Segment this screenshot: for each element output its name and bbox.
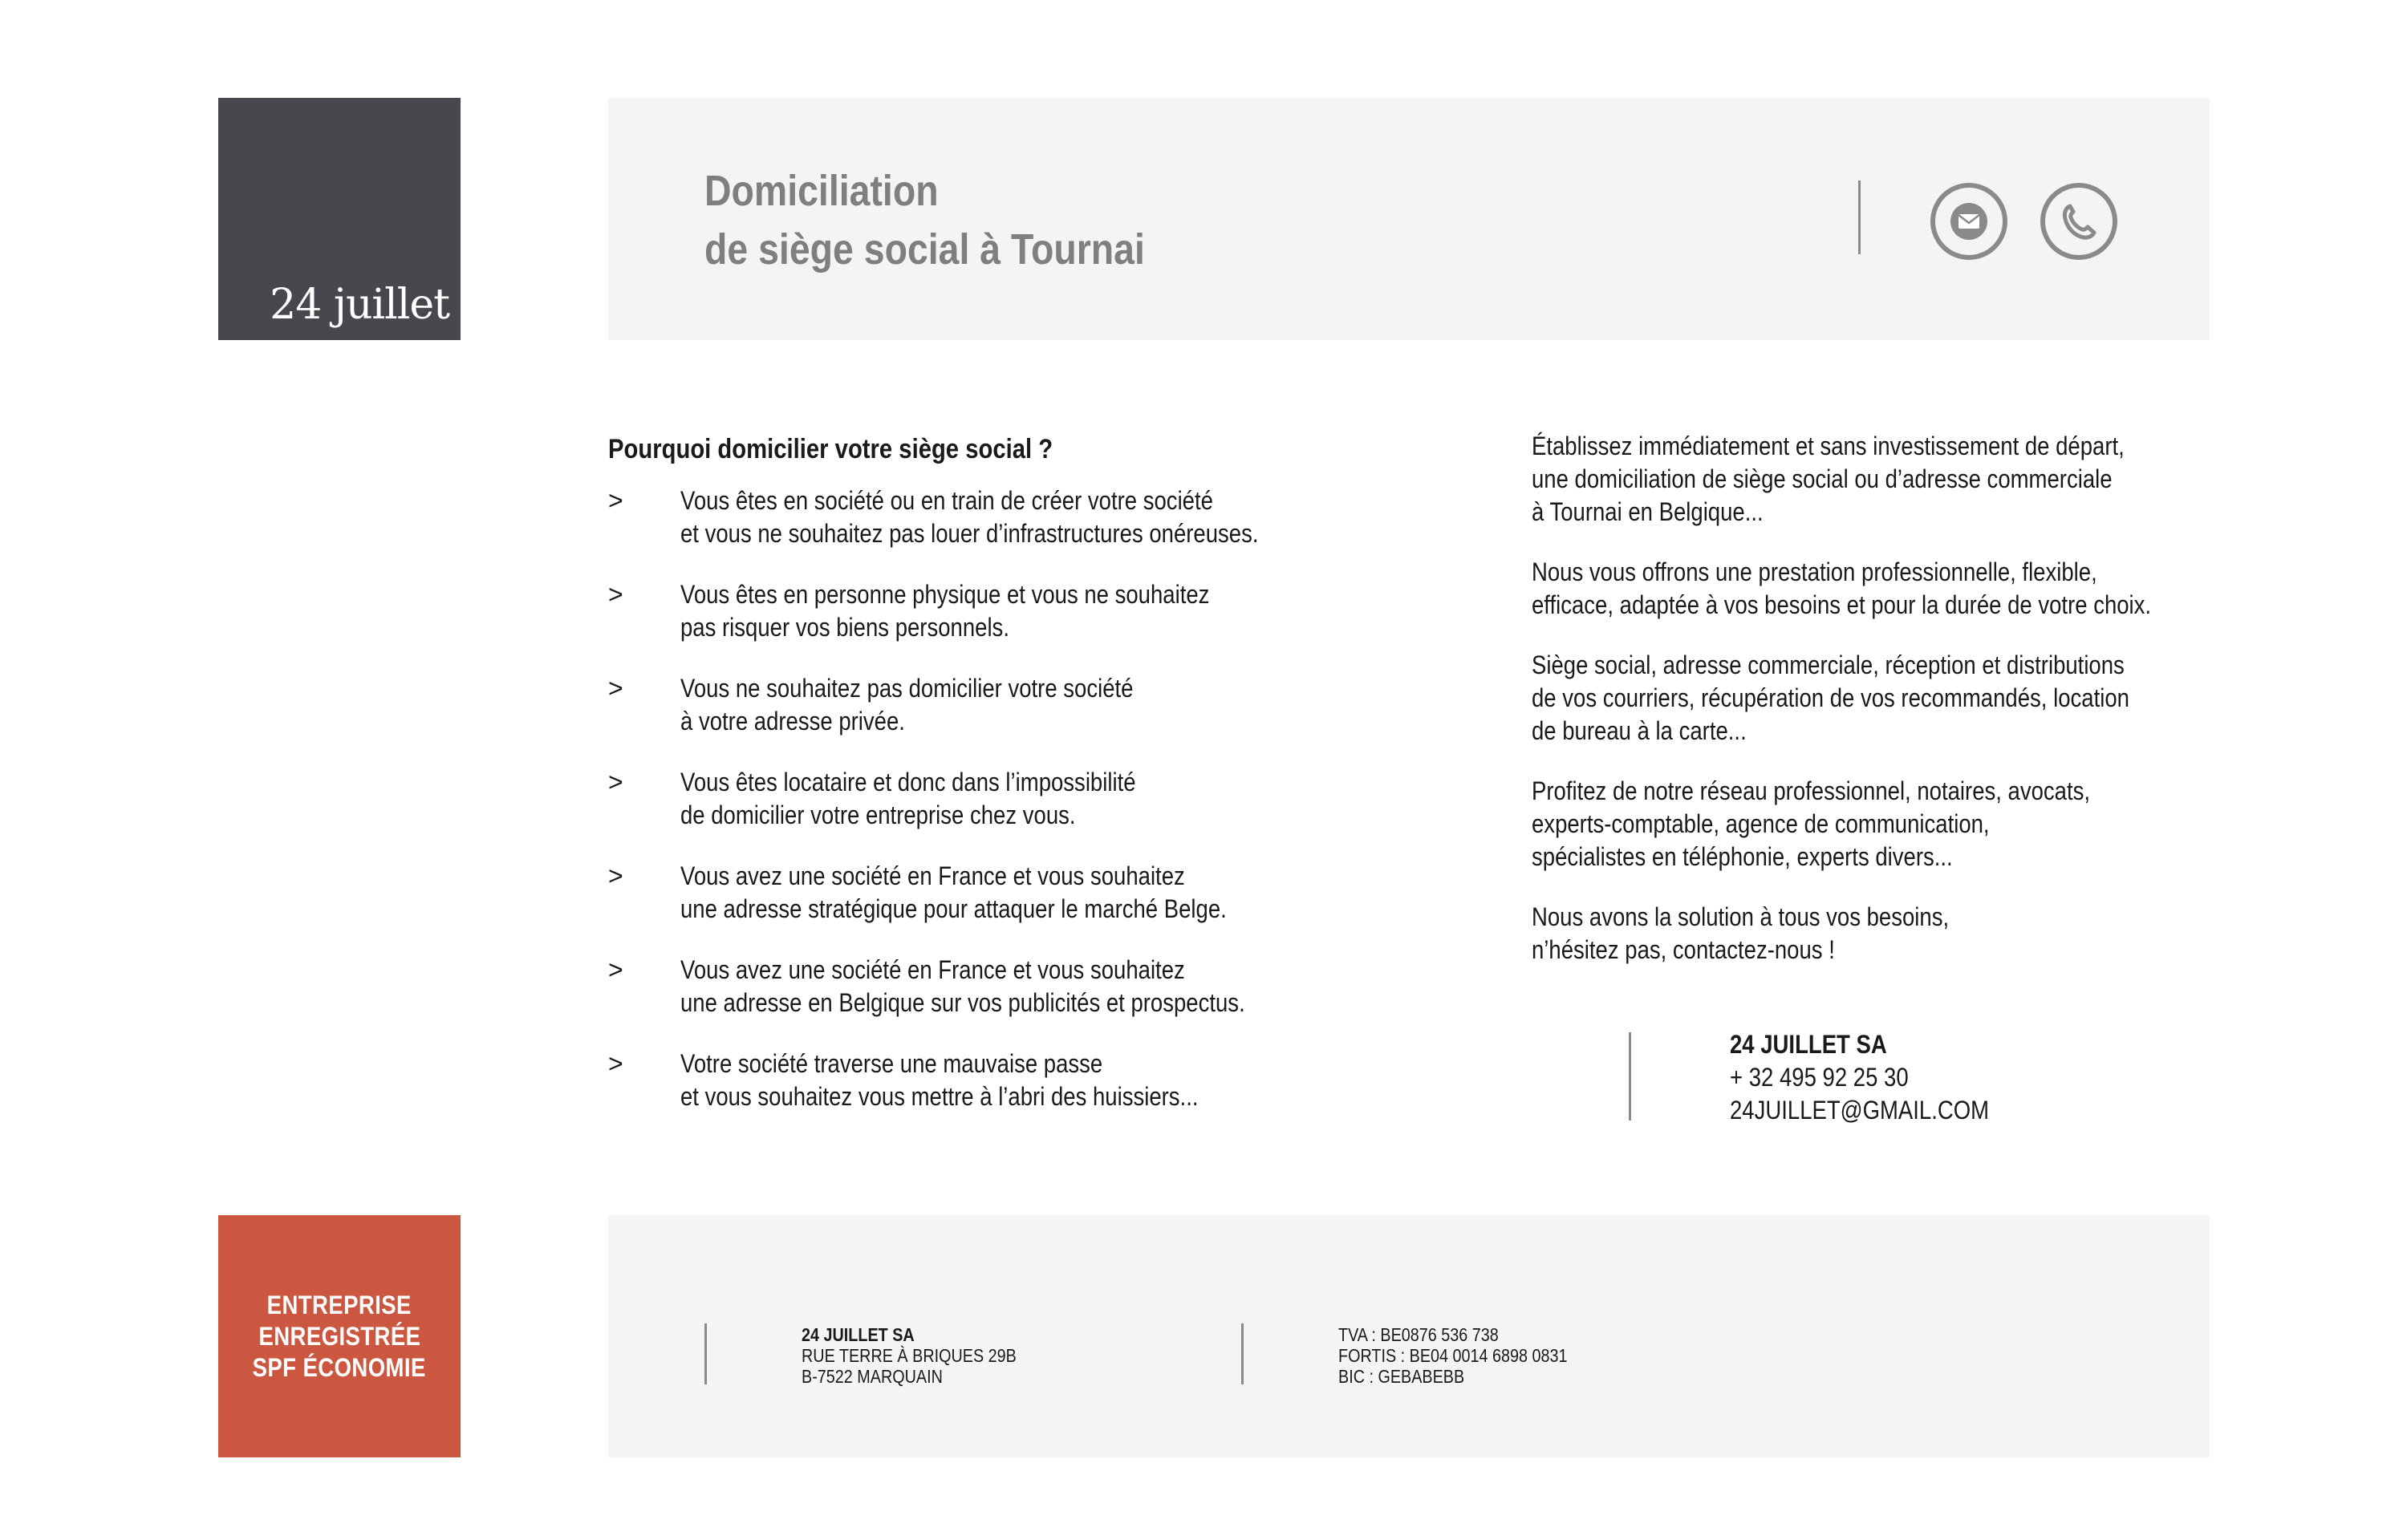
reason-text bbox=[680, 484, 1259, 550]
chevron-right-icon: > bbox=[608, 580, 623, 609]
chevron-right-icon: > bbox=[608, 955, 623, 984]
offer-paragraph bbox=[1532, 649, 2129, 748]
reason-text bbox=[680, 672, 1133, 738]
reason-line: Votre société traverse une mauvaise passe bbox=[680, 1049, 1103, 1078]
reason-text bbox=[680, 860, 1227, 926]
page-title-line2: de siège social à Tournai bbox=[704, 225, 1145, 274]
offer-line: Profitez de notre réseau professionnel, notaires, avocats, bbox=[1532, 776, 2091, 805]
reason-item bbox=[608, 766, 1362, 833]
offer-line: une domiciliation de siège social ou d’adresse commerciale bbox=[1532, 464, 2113, 493]
reason-line: Vous ne souhaitez pas domicilier votre société bbox=[680, 674, 1134, 703]
offer-line: n’hésitez pas, contactez-nous ! bbox=[1532, 935, 1835, 964]
reason-line: à votre adresse privée. bbox=[680, 707, 905, 736]
contact-company: 24 JUILLET SA bbox=[1730, 1030, 1887, 1059]
offer-paragraph bbox=[1532, 430, 2125, 529]
footer-divider bbox=[1241, 1323, 1244, 1384]
header-divider bbox=[1858, 180, 1861, 254]
page-title-line1: Domiciliation bbox=[704, 167, 939, 215]
mail-button[interactable] bbox=[1930, 183, 2007, 260]
registration-line: ENREGISTRÉE bbox=[258, 1321, 420, 1351]
reason-line: une adresse en Belgique sur vos publicités et prospectus. bbox=[680, 988, 1245, 1017]
reason-line: et vous ne souhaitez pas louer d’infrastructures onéreuses. bbox=[680, 519, 1259, 548]
footer-bank-details bbox=[1338, 1324, 1568, 1387]
mail-icon bbox=[1949, 201, 1989, 241]
reason-line: de domicilier votre entreprise chez vous. bbox=[680, 800, 1076, 829]
reason-item bbox=[608, 484, 1362, 551]
footer-divider bbox=[704, 1323, 707, 1384]
reason-line: Vous avez une société en France et vous souhaitez bbox=[680, 955, 1185, 984]
offer-line: Nous vous offrons une prestation professionnelle, flexible, bbox=[1532, 557, 2097, 586]
chevron-right-icon: > bbox=[608, 674, 623, 703]
phone-button[interactable] bbox=[2040, 183, 2117, 260]
reasons-title: Pourquoi domicilier votre siège social ? bbox=[608, 434, 1053, 464]
chevron-right-icon: > bbox=[608, 486, 623, 515]
reason-line: Vous êtes en société ou en train de créer votre société bbox=[680, 486, 1213, 515]
offer-line: Nous avons la solution à tous vos besoins, bbox=[1532, 902, 1950, 931]
registration-line: ENTREPRISE bbox=[266, 1290, 412, 1319]
offer-paragraph bbox=[1532, 556, 2152, 622]
reason-text bbox=[680, 1048, 1198, 1113]
offer-paragraph bbox=[1532, 901, 2125, 967]
offer-paragraph bbox=[1532, 775, 2125, 873]
reason-line: Vous avez une société en France et vous souhaitez bbox=[680, 861, 1185, 890]
footer-company: 24 JUILLET SA bbox=[802, 1324, 915, 1345]
reason-item bbox=[608, 672, 1362, 739]
footer-fortis: FORTIS : BE04 0014 6898 0831 bbox=[1338, 1345, 1568, 1366]
reason-line: et vous souhaitez vous mettre à l’abri des huissiers... bbox=[680, 1082, 1199, 1111]
registration-badge bbox=[218, 1215, 461, 1457]
contact-phone-link[interactable]: + 32 495 92 25 30 bbox=[1730, 1063, 1909, 1092]
reason-line: Vous êtes en personne physique et vous ne souhaitez bbox=[680, 580, 1210, 609]
offer-line: efficace, adaptée à vos besoins et pour la durée de votre choix. bbox=[1532, 590, 2152, 619]
reason-line: Vous êtes locataire et donc dans l’impossibilité bbox=[680, 768, 1136, 796]
reason-text bbox=[680, 766, 1136, 832]
brand-logo[interactable] bbox=[218, 98, 461, 340]
footer-tva: TVA : BE0876 536 738 bbox=[1338, 1324, 1499, 1345]
offer-line: Siège social, adresse commerciale, réception et distributions bbox=[1532, 650, 2125, 679]
reasons-list bbox=[608, 484, 1362, 1114]
reasons-section bbox=[608, 432, 1362, 1114]
contact-email-link[interactable]: 24JUILLET@GMAIL.COM bbox=[1730, 1096, 1990, 1125]
offer-line: Établissez immédiatement et sans investissement de départ, bbox=[1532, 432, 2125, 460]
reason-item bbox=[608, 1048, 1362, 1114]
reason-text bbox=[680, 578, 1209, 644]
chevron-right-icon: > bbox=[608, 768, 623, 796]
reason-text bbox=[680, 954, 1245, 1019]
footer bbox=[608, 1215, 2210, 1457]
footer-street: RUE TERRE À BRIQUES 29B bbox=[802, 1345, 1017, 1366]
reason-item bbox=[608, 578, 1362, 645]
reason-line: pas risquer vos biens personnels. bbox=[680, 613, 1009, 642]
page-title bbox=[704, 162, 1145, 279]
offer-line: experts-comptable, agence de communication, bbox=[1532, 809, 1990, 838]
registration-line: SPF ÉCONOMIE bbox=[252, 1352, 427, 1382]
offer-line: de bureau à la carte... bbox=[1532, 716, 1747, 745]
reason-line: une adresse stratégique pour attaquer le marché Belge. bbox=[680, 894, 1227, 923]
reason-item bbox=[608, 860, 1362, 926]
offer-line: à Tournai en Belgique... bbox=[1532, 497, 1764, 526]
contact-block bbox=[1730, 1028, 1989, 1127]
offer-line: spécialistes en téléphonie, experts divers... bbox=[1532, 842, 1953, 871]
phone-icon bbox=[2057, 200, 2101, 243]
footer-address bbox=[802, 1324, 1017, 1387]
chevron-right-icon: > bbox=[608, 1049, 623, 1078]
reason-item bbox=[608, 954, 1362, 1020]
offer-section bbox=[1532, 430, 2222, 994]
chevron-right-icon: > bbox=[608, 861, 623, 890]
footer-city: B-7522 MARQUAIN bbox=[802, 1366, 943, 1387]
offer-line: de vos courriers, récupération de vos recommandés, location bbox=[1532, 683, 2129, 712]
contact-divider bbox=[1629, 1032, 1631, 1121]
logo-text: 24 juillet bbox=[270, 281, 449, 329]
header-banner bbox=[608, 98, 2210, 340]
footer-bic: BIC : GEBABEBB bbox=[1338, 1366, 1465, 1387]
